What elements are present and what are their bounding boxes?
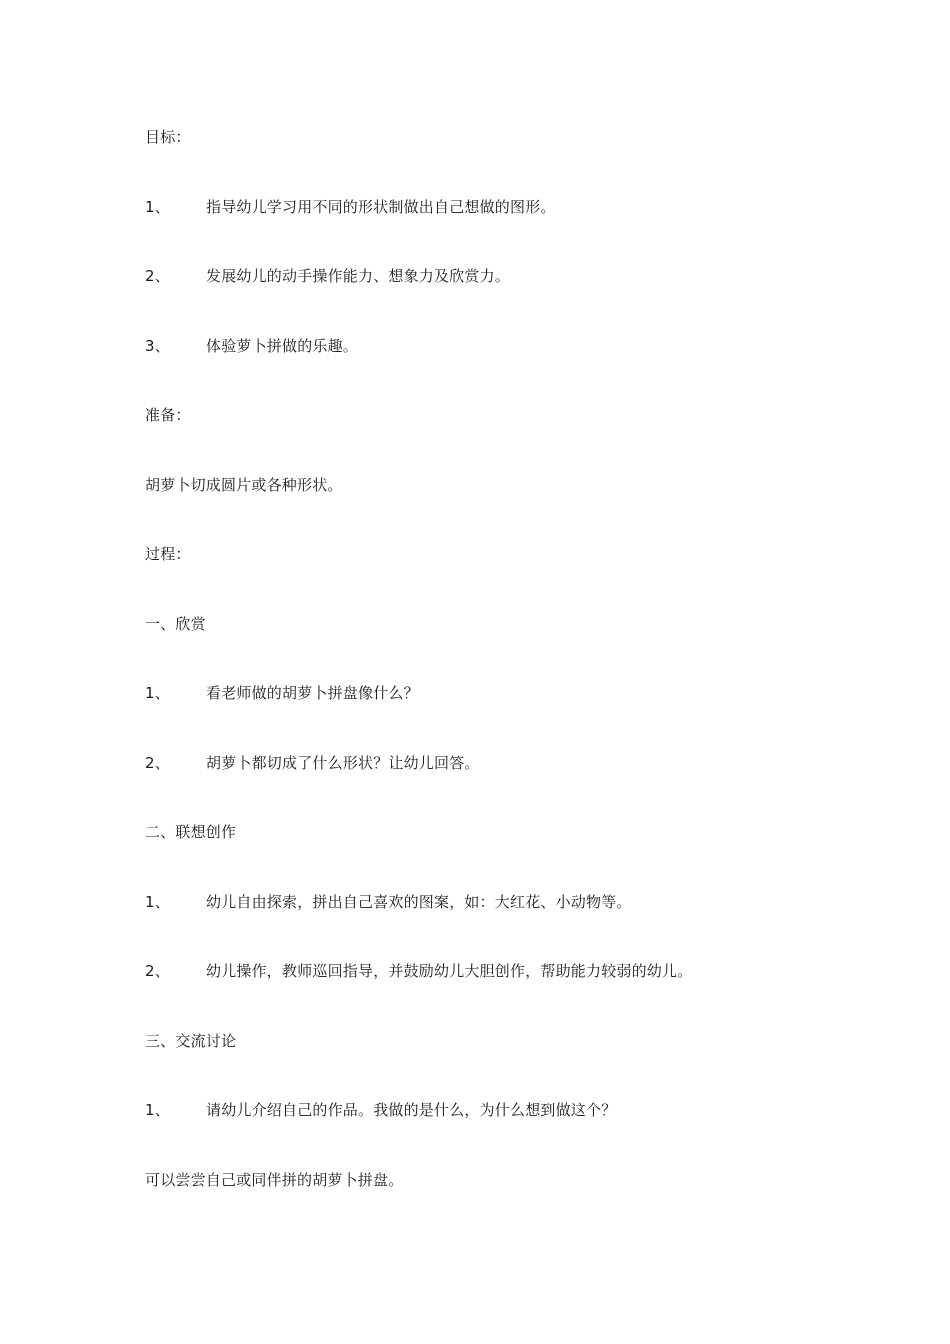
list-item-number: 1、 <box>145 1101 170 1119</box>
goals-heading: 目标： <box>145 128 191 146</box>
list-item-number: 1、 <box>145 684 170 702</box>
section-3-title: 三、交流讨论 <box>145 1032 237 1050</box>
process-heading: 过程： <box>145 545 191 563</box>
section-1-item-2 <box>145 753 480 773</box>
goal-item-number: 1、 <box>145 198 170 216</box>
list-item-text: 胡萝卜都切成了什么形状？让幼儿回答。 <box>206 754 480 772</box>
list-item-text: 请幼儿介绍自己的作品。我做的是什么，为什么想到做这个？ <box>206 1101 617 1119</box>
goal-item-number: 3、 <box>145 337 170 355</box>
section-2-title: 二、联想创作 <box>145 823 237 841</box>
goal-item-text: 体验萝卜拼做的乐趣。 <box>206 337 359 355</box>
prep-heading: 准备： <box>145 406 191 424</box>
goal-item-number: 2、 <box>145 267 170 285</box>
section-2-item-2 <box>145 961 692 981</box>
list-item-text: 看老师做的胡萝卜拼盘像什么？ <box>206 684 419 702</box>
list-item-text: 幼儿操作，教师巡回指导，并鼓励幼儿大胆创作，帮助能力较弱的幼儿。 <box>206 962 693 980</box>
goal-item-1 <box>145 197 556 217</box>
goal-item-text: 发展幼儿的动手操作能力、想象力及欣赏力。 <box>206 267 511 285</box>
section-1-item-1 <box>145 683 419 703</box>
list-item-number: 2、 <box>145 754 170 772</box>
section-1-title: 一、欣赏 <box>145 615 206 633</box>
closing-text: 可以尝尝自己或同伴拼的胡萝卜拼盘。 <box>145 1171 404 1189</box>
goal-item-3 <box>145 336 358 356</box>
section-2-item-1 <box>145 892 632 912</box>
section-3-item-1 <box>145 1100 616 1120</box>
goal-item-text: 指导幼儿学习用不同的形状制做出自己想做的图形。 <box>206 198 556 216</box>
list-item-text: 幼儿自由探索，拼出自己喜欢的图案，如：大红花、小动物等。 <box>206 893 632 911</box>
goal-item-2 <box>145 266 510 286</box>
list-item-number: 2、 <box>145 962 170 980</box>
list-item-number: 1、 <box>145 893 170 911</box>
prep-text: 胡萝卜切成圆片或各种形状。 <box>145 476 343 494</box>
